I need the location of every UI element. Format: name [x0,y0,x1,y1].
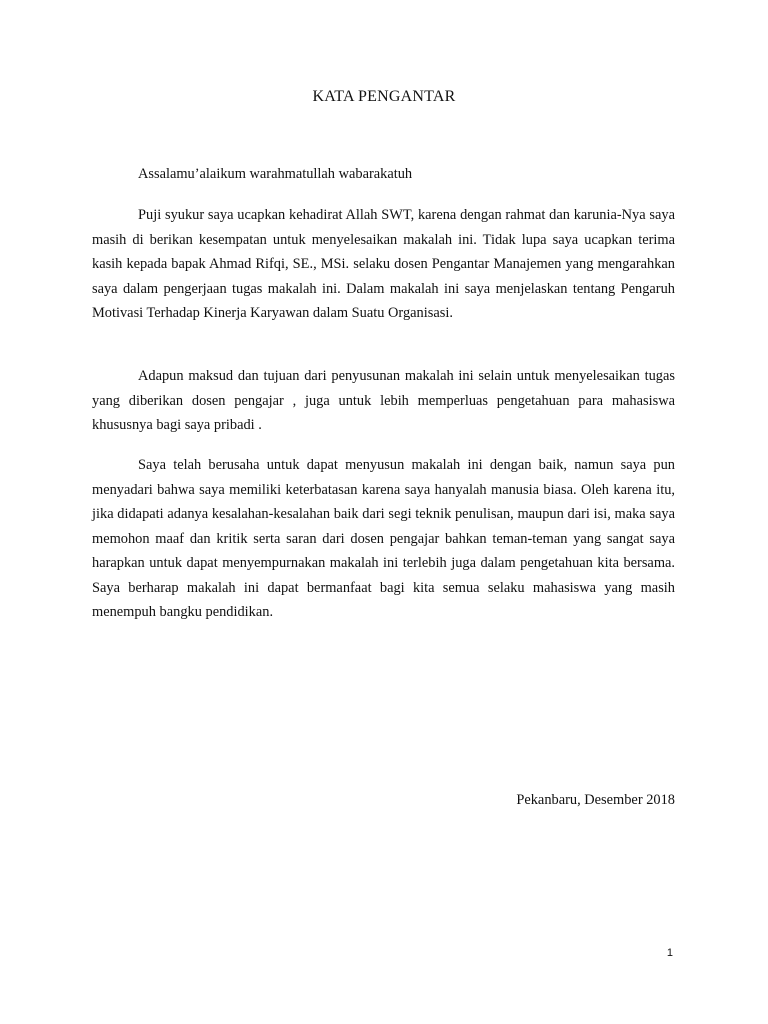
paragraph-purpose: Adapun maksud dan tujuan dari penyusunan makalah ini selain untuk menyelesaikan tugas yang diberikan dosen pengajar , juga untuk lebih memperluas pengetahuan para mahasiswa khususnya bagi saya pribadi . [92,368,675,433]
page-number: 1 [666,947,673,959]
place-date-signoff: Pekanbaru, Desember 2018 [516,792,675,808]
paragraph-apology: Saya telah berusaha untuk dapat menyusun makalah ini dengan baik, namun saya pun menyadari bahwa saya memiliki keterbatasan karena saya hanyalah manusia biasa. Oleh karena itu, jika didapati adanya kesalahan-kesalahan baik dari segi teknik penulisan, maupun dari isi, maka saya memohon maaf dan kritik serta saran dari dosen pengajar bahkan teman-teman yang sangat saya harapkan untuk dapat menyempurnakan makalah ini terlebih juga dalam pengetahuan kita bersama. Saya berharap makalah ini dapat bermanfaat bagi kita semua selaku mahasiswa yang masih menempuh bangku pendidikan. [92,457,675,620]
greeting-text: Assalamu’alaikum warahmatullah wabarakatuh [138,166,413,182]
page-title: KATA PENGANTAR [312,88,456,105]
paragraph-thanks: Puji syukur saya ucapkan kehadirat Allah SWT, karena dengan rahmat dan karunia-Nya saya masih di berikan kesempatan untuk menyelesaikan makalah ini. Tidak lupa saya ucapkan terima kasih kepada bapak Ahmad Rifqi, SE., MSi. selaku dosen Pengantar Manajemen yang mengarahkan saya dalam pengerjaan tugas makalah ini. Dalam makalah ini saya menjelaskan tentang Pengaruh Motivasi Terhadap Kinerja Karyawan dalam Suatu Organisasi. [92,207,675,321]
